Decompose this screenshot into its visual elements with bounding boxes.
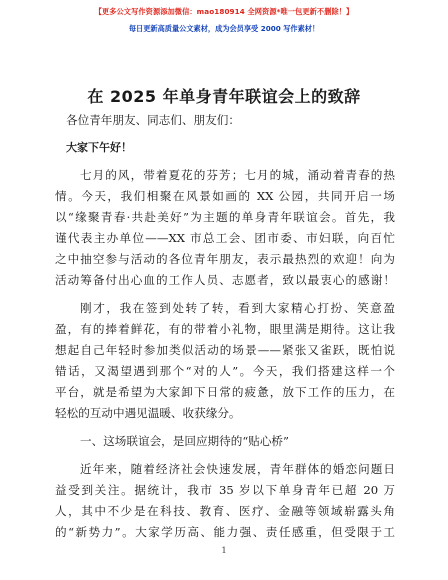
paragraph-line: 盈，有的捧着鲜花，有的带着小礼物，眼里满是期待。这让我 bbox=[55, 322, 395, 336]
page-number: 1 bbox=[221, 546, 227, 555]
paragraph-line: 轻松的互动中遇见温暖、收获缘分。 bbox=[55, 406, 241, 420]
promo-banner-line-2: 每日更新高质量公文素材，成为会员享受 2000 写作素材！ bbox=[128, 24, 320, 33]
paragraph-line: 近年来，随着经济社会快速发展，青年群体的婚恋问题日 bbox=[80, 462, 395, 476]
paragraph-line: 益受到关注。据统计，我市 35 岁以下单身青年已超 20 万 bbox=[55, 483, 395, 497]
greeting: 大家下午好！ bbox=[66, 141, 132, 154]
document-title: 在 2025 年单身青年联谊会上的致辞 bbox=[87, 87, 361, 106]
paragraph-line: 活动筹备付出心血的工作人员、志愿者，致以最衷心的感谢！ bbox=[55, 273, 395, 287]
paragraph-line: 之中抽空参与活动的各位青年朋友，表示最热烈的欢迎！向为 bbox=[55, 252, 395, 266]
section-heading: 一、这场联谊会，是回应期待的“贴心桥” bbox=[80, 434, 289, 448]
paragraph-line: 平台，就是希望为大家卸下日常的疲惫，放下工作的压力，在 bbox=[55, 385, 395, 399]
paragraph-line: 错话，又渴望遇到那个“对的人”。今天，我们搭建这样一个 bbox=[55, 364, 395, 378]
promo-banner-line-1: 【更多公文写作资源添加微信：mao180914 全网资源*唯一包更新不删除！】 bbox=[94, 7, 354, 16]
paragraph-line: 人，其中不少是在科技、教育、医疗、金融等领域崭露头角 bbox=[55, 504, 395, 518]
paragraph-line: 想起自己年轻时参加类似活动的场景——紧张又雀跃，既怕说 bbox=[55, 343, 395, 357]
paragraph-line: 情。今天，我们相聚在风景如画的 XX 公园，共同开启一场 bbox=[55, 189, 395, 203]
paragraph-line: 七月的风，带着夏花的芬芳；七月的城，涌动着青春的热 bbox=[80, 168, 395, 182]
salutation: 各位青年朋友、同志们、朋友们： bbox=[66, 113, 240, 127]
paragraph-line: 以“缘聚青春·共赴美好”为主题的单身青年联谊会。首先，我 bbox=[55, 210, 395, 224]
paragraph-line: 刚才，我在签到处转了转，看到大家精心打扮、笑意盈 bbox=[80, 301, 395, 315]
paragraph-line: 谨代表主办单位——XX 市总工会、团市委、市妇联，向百忙 bbox=[55, 231, 395, 245]
paragraph-line: 的“新势力”。大家学历高、能力强、责任感重，但受限于工 bbox=[55, 525, 395, 539]
